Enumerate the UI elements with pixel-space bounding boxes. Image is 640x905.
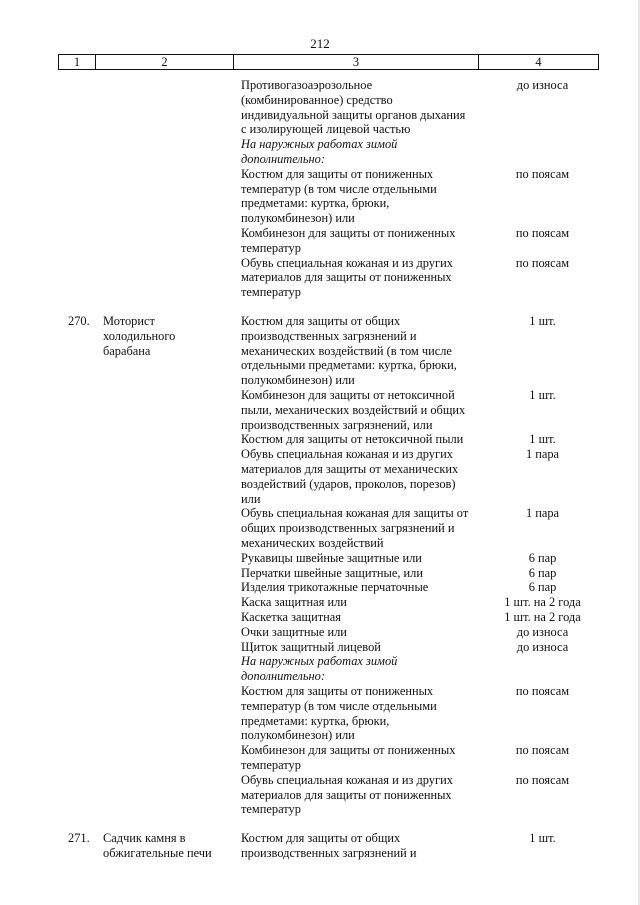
item-text-line: Щиток защитный лицевой: [241, 639, 381, 654]
column-header-1: 1: [59, 55, 96, 70]
item-text-line: с изолирующей лицевой частью: [241, 122, 411, 137]
item-text-line: пыли, механических воздействий и общих: [241, 402, 466, 417]
item-text-line: Комбинезон для защиты от пониженных: [241, 226, 456, 240]
norm-value: по поясам: [515, 743, 570, 758]
item-text-line: предметами: куртка, брюки,: [241, 196, 390, 211]
item-text-line: индивидуальной защиты органов дыхания: [241, 107, 466, 122]
item-text-line: производственных загрязнений, или: [241, 417, 433, 432]
item-text-line: Костюм для защиты от общих: [241, 831, 401, 846]
column-header-table: [58, 54, 599, 70]
entry-number: 270.: [68, 314, 90, 328]
item-text-line: Костюм для защиты от нетоксичной пыли: [241, 432, 464, 447]
item-text-line: производственных загрязнений и: [241, 846, 417, 860]
norm-value: по поясам: [515, 166, 570, 181]
item-text-line: Костюм для защиты от пониженных: [241, 166, 434, 181]
item-text-line: (комбинированное) средство: [241, 92, 393, 107]
item-text-line: полукомбинезон) или: [241, 728, 355, 743]
item-text-line: Рукавицы швейные защитные или: [241, 550, 422, 565]
item-text-line: дополнительно:: [241, 669, 325, 684]
item-text-line: температур: [241, 758, 301, 772]
entry-number: 271.: [68, 831, 90, 846]
occupation-name: обжигательные печи: [103, 846, 212, 860]
item-text-line: температур: [241, 802, 301, 817]
item-text-line: температур: [241, 240, 301, 255]
item-text-line: механических воздействий: [241, 536, 384, 550]
item-text-line: Каска защитная или: [241, 595, 347, 610]
norm-value: 1 шт. на 2 года: [504, 595, 581, 610]
norm-value: 6 пар: [528, 565, 557, 580]
item-text-line: дополнительно:: [241, 152, 325, 166]
norm-value: до износа: [516, 78, 569, 92]
item-text-line: материалов для защиты от пониженных: [241, 787, 452, 802]
item-text-line: материалов для защиты от механических: [241, 462, 459, 476]
item-text-line: Перчатки швейные защитные, или: [241, 565, 423, 580]
occupation-name: барабана: [103, 343, 151, 358]
norm-value: по поясам: [515, 772, 570, 787]
norm-value: 6 пар: [528, 550, 557, 565]
norm-value: 6 пар: [528, 580, 557, 595]
norm-value: по поясам: [515, 684, 570, 698]
norm-value: до износа: [516, 639, 569, 654]
occupation-name: холодильного: [103, 328, 176, 343]
item-text-line: Очки защитные или: [241, 624, 347, 639]
norm-value: 1 шт.: [529, 314, 556, 328]
item-text-line: Костюм для защиты от пониженных: [241, 684, 434, 698]
norm-value: по поясам: [515, 226, 570, 240]
occupation-name: Моторист: [103, 314, 155, 328]
item-text-line: температур (в том числе отдельными: [241, 698, 437, 713]
item-text-line: Костюм для защиты от общих: [241, 314, 401, 328]
column-header-2: 2: [96, 55, 234, 70]
item-text-line: общих производственных загрязнений и: [241, 521, 455, 536]
item-text-line: На наружных работах зимой: [241, 654, 398, 669]
column-header-3: 3: [234, 55, 479, 70]
item-text-line: материалов для защиты от пониженных: [241, 270, 452, 285]
item-text-line: предметами: куртка, брюки,: [241, 713, 390, 728]
item-text-line: полукомбинезон) или: [241, 211, 355, 226]
item-text-line: или: [241, 491, 261, 506]
norm-value: 1 шт.: [529, 432, 556, 447]
norm-value: 1 пара: [525, 447, 560, 462]
item-text-line: полукомбинезон) или: [241, 373, 355, 388]
item-text-line: механических воздействий (в том числе: [241, 343, 452, 358]
item-text-line: отдельными предметами: куртка, брюки,: [241, 358, 457, 373]
item-text-line: Противогазоаэрозольное: [241, 78, 373, 92]
item-text-line: температур (в том числе отдельными: [241, 181, 437, 196]
norm-value: 1 пара: [525, 506, 560, 521]
item-text-line: Изделия трикотажные перчаточные: [241, 580, 429, 595]
norm-value: 1 шт.: [529, 388, 556, 402]
item-text-line: производственных загрязнений и: [241, 328, 417, 343]
norm-value: 1 шт.: [529, 831, 556, 846]
item-text-line: воздействий (ударов, проколов, порезов): [241, 476, 456, 491]
page-number: 212: [310, 36, 330, 51]
column-header-row: [59, 55, 599, 70]
item-text-line: Обувь специальная кожаная и из других: [241, 772, 453, 787]
norm-value: по поясам: [515, 255, 570, 270]
item-text-line: Обувь специальная кожаная и из других: [241, 447, 453, 462]
item-text-line: Комбинезон для защиты от пониженных: [241, 743, 456, 758]
item-text-line: температур: [241, 285, 301, 300]
norm-value: 1 шт. на 2 года: [504, 610, 581, 624]
item-text-line: Каскетка защитная: [241, 610, 341, 624]
column-header-4: 4: [479, 55, 599, 70]
occupation-name: Садчик камня в: [103, 831, 186, 846]
item-text-line: Комбинезон для защиты от нетоксичной: [241, 388, 455, 402]
norm-value: до износа: [516, 624, 569, 639]
item-text-line: Обувь специальная кожаная и из других: [241, 255, 453, 270]
item-text-line: На наружных работах зимой: [241, 137, 398, 152]
item-text-line: Обувь специальная кожаная для защиты от: [241, 506, 469, 521]
